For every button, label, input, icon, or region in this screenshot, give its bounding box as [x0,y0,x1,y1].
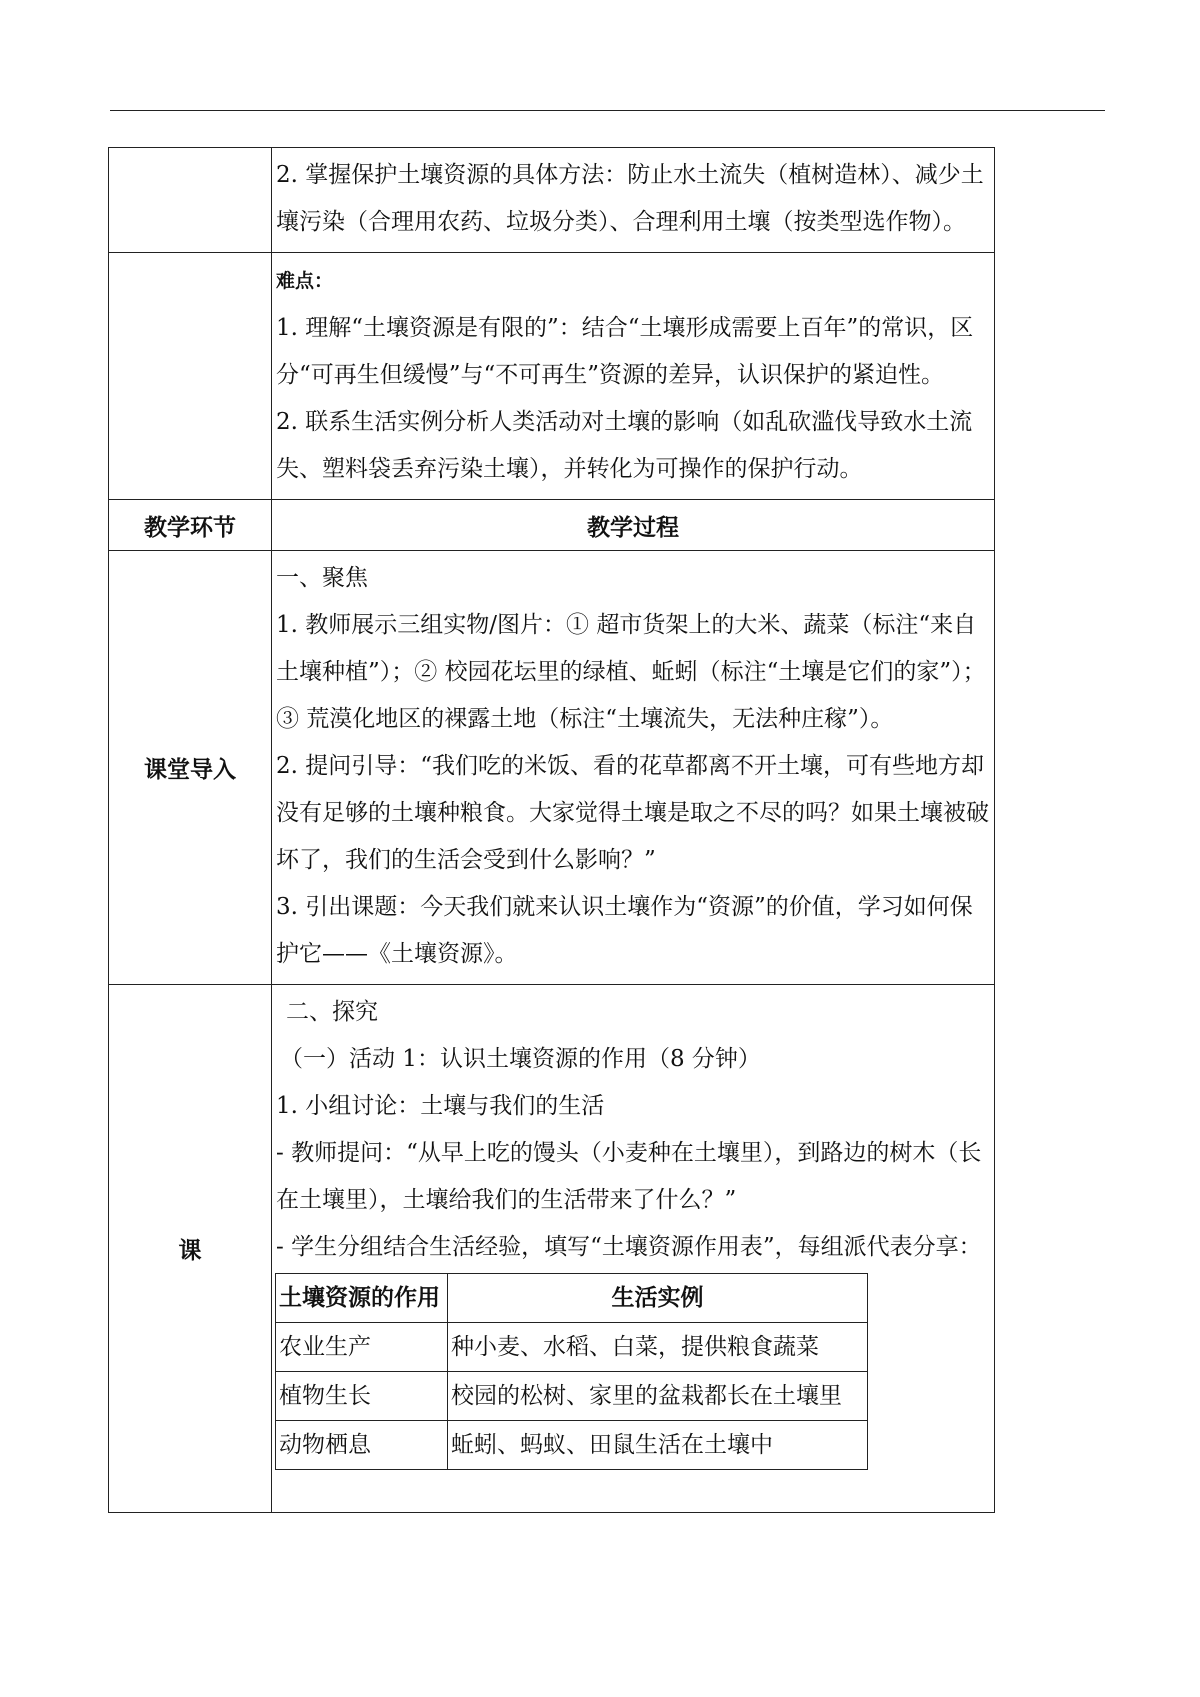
row-header [109,500,995,551]
cell-role: 农业生产 [276,1323,448,1372]
header-teaching-stage: 教学环节 [109,500,272,551]
row-key-points [109,148,995,253]
table-header-row [276,1274,868,1323]
empty-side-cell [109,253,272,500]
teacher-question: - 教师提问：“从早上吃的馒头（小麦种在土壤里），到路边的树木（长在土壤里），土壤给我们的生活带来了什么？” [276,1140,982,1213]
intro-step-3: 3. 引出课题：今天我们就来认识土壤作为“资源”的价值，学习如何保护它——《土壤资源》。 [276,894,973,967]
table-row [276,1421,868,1470]
difficulty-cell [272,253,995,500]
difficulty-title: 难点： [276,270,334,292]
intro-label: 课堂导入 [109,551,272,985]
row-difficulty [109,253,995,500]
cell-role: 植物生长 [276,1372,448,1421]
cell-example: 校园的松树、家里的盆栽都长在土壤里 [448,1372,868,1421]
difficulty-1: 1. 理解“土壤资源是有限的”：结合“土壤形成需要上百年”的常识，区分“可再生但缓慢”与“不可再生”资源的差异，认识保护的紧迫性。 [276,315,974,388]
explore-label: 课 [109,985,272,1513]
intro-cell [272,551,995,985]
intro-heading: 一、聚焦 [276,565,368,591]
table-row [276,1323,868,1372]
intro-step-2: 2. 提问引导：“我们吃的米饭、看的花草都离不开土壤，可有些地方却没有足够的土壤种粮食。大家觉得土壤是取之不尽的吗？如果土壤被破坏了，我们的生活会受到什么影响？” [276,753,989,873]
lesson-plan-table [108,147,995,1513]
table-row [276,1372,868,1421]
cell-example: 蚯蚓、蚂蚁、田鼠生活在土壤中 [448,1421,868,1470]
key-points-cell [272,148,995,253]
empty-side-cell [109,148,272,253]
th-example: 生活实例 [448,1274,868,1323]
cell-example: 种小麦、水稻、白菜，提供粮食蔬菜 [448,1323,868,1372]
intro-step-1: 1. 教师展示三组实物/图片：① 超市货架上的大米、蔬菜（标注“来自土壤种植”）；② 校园花坛里的绿植、蚯蚓（标注“土壤是它们的家”）；③ 荒漠化地区的裸露土地（标注“土壤流失，无法种庄稼”）。 [276,612,986,732]
soil-role-table [275,1273,868,1470]
th-role: 土壤资源的作用 [276,1274,448,1323]
row-intro [109,551,995,985]
header-rule [110,110,1105,111]
explore-heading: 二、探究 [286,999,378,1025]
key-point-2: 2. 掌握保护土壤资源的具体方法：防止水土流失（植树造林）、减少土壤污染（合理用农药、垃圾分类）、合理利用土壤（按类型选作物）。 [276,162,984,235]
cell-role: 动物栖息 [276,1421,448,1470]
activity-title: （一）活动 1：认识土壤资源的作用（8 分钟） [280,1046,761,1072]
explore-cell [272,985,995,1513]
student-task: - 学生分组结合生活经验，填写“土壤资源作用表”，每组派代表分享： [276,1234,982,1260]
row-explore [109,985,995,1513]
header-teaching-process: 教学过程 [272,500,995,551]
group-discussion: 1. 小组讨论：土壤与我们的生活 [276,1093,605,1119]
difficulty-2: 2. 联系生活实例分析人类活动对土壤的影响（如乱砍滥伐导致水土流失、塑料袋丢弃污染土壤），并转化为可操作的保护行动。 [276,409,973,482]
